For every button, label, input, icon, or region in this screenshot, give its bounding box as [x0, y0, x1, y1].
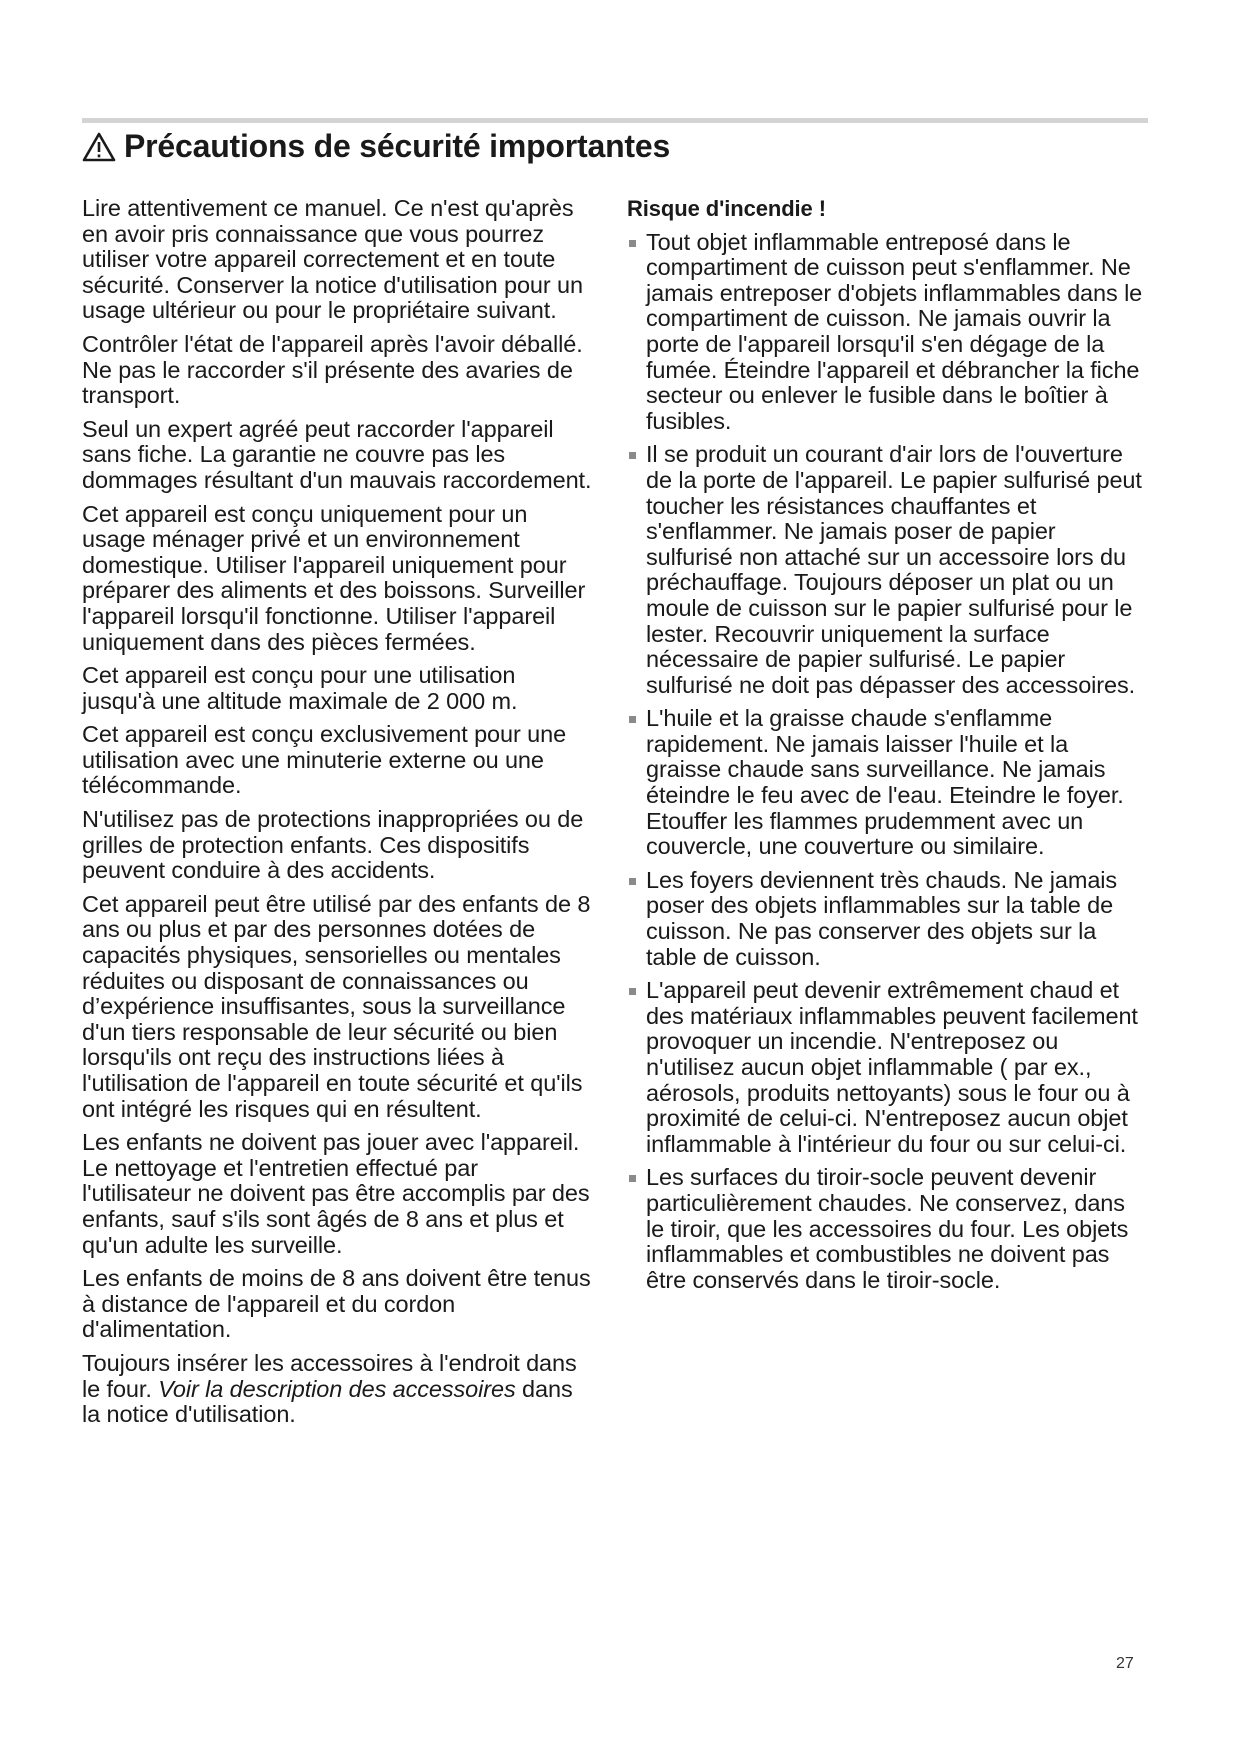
paragraph-children-use: Cet appareil peut être utilisé par des enfants de 8 ans ou plus et par des personnes dotées de capacités physiques, sensorielles ou mentales réduites ou disposant de connaissances ou d’expérience insuffisantes, sous la surveillance d'un tiers responsable de leur sécurité ou bien lorsqu'ils ont reçu des instructions liées à l'utilisation de l'appareil en toute sécurité et qu'ils ont intégré les risques qui en résultent.: [82, 890, 591, 1122]
paragraph-household-use: Cet appareil est conçu uniquement pour un usage ménager privé et un environnement domestique. Utiliser l'appareil uniquement pour préparer des aliments et des boissons. Surveiller l'appareil lorsqu'il fonctionne. Utiliser l'appareil uniquement dans des pièces fermées.: [82, 500, 586, 655]
paragraph-check-damage: Contrôler l'état de l'appareil après l'avoir déballé. Ne pas le raccorder s'il présente des avaries de transport.: [82, 330, 583, 409]
paragraph-children-play: Les enfants ne doivent pas jouer avec l'appareil. Le nettoyage et l'entretien effectué par l'utilisateur ne doivent pas être accomplis par des enfants, sauf s'ils sont âgés de 8 ans et plus et qu'un adulte les surveille.: [82, 1129, 590, 1258]
list-item: [627, 442, 1146, 698]
left-column: [82, 196, 602, 1436]
paragraph-external-timer: Cet appareil est conçu exclusivement pour une utilisation avec une minuterie externe ou une télécommande.: [82, 721, 567, 799]
page-title: [82, 128, 670, 165]
paragraph-expert-connection: Seul un expert agréé peut raccorder l'appareil sans fiche. La garantie ne couvre pas les dommages résultant d'un mauvais raccordement.: [82, 415, 592, 493]
paragraph-read-manual: Lire attentivement ce manuel. Ce n'est qu'après en avoir pris connaissance que vous pourrez utiliser votre appareil correctement et en toute sécurité. Conserver la notice d'utilisation pour un usage ultérieur ou pour le propriétaire suivant.: [82, 195, 583, 324]
page-number: 27: [1116, 1655, 1134, 1672]
list-item: [627, 868, 1146, 970]
accessories-text-end: dans la notice d'utilisation.: [82, 1375, 573, 1428]
list-item-text: L'huile et la graisse chaude s'enflamme rapidement. Ne jamais laisser l'huile et la graisse chaude sans surveillance. Ne jamais éteindre le feu avec de l'eau. Eteindre le foyer. Etouffer les flammes prudemment avec un couvercle, une couverture ou similaire.: [646, 705, 1124, 860]
header-rule: [82, 118, 1148, 123]
square-bullet-icon: [629, 452, 636, 459]
paragraph-accessories: [82, 1351, 592, 1428]
list-item-text: Il se produit un courant d'air lors de l'ouverture de la porte de l'appareil. Le papier sulfurisé peut toucher les résistances chauffantes et s'enflammer. Ne jamais poser de papier sulfurisé non attaché sur un accessoire lors du préchauffage. Toujours déposer un plat ou un moule de cuisson sur le papier sulfurisé pour le lester. Recouvrir uniquement la surface nécessaire de papier sulfurisé. Le papier sulfurisé ne doit pas dépasser des accessoires.: [646, 441, 1142, 698]
right-column: [627, 196, 1149, 1301]
list-item-text: Les foyers deviennent très chauds. Ne jamais poser des objets inflammables sur la table de cuisson. Ne pas conserver des objets sur la table de cuisson.: [646, 866, 1118, 970]
square-bullet-icon: [629, 1175, 636, 1182]
list-item: [627, 978, 1146, 1157]
warning-triangle-icon: [82, 132, 116, 162]
list-item-text: L'appareil peut devenir extrêmement chaud et des matériaux inflammables peuvent facilement provoquer un incendie. N'entreposez ou n'utilisez aucun objet inflammable ( par ex., aérosols, produits nettoyants) sous le four ou à proximité de celui-ci. N'entreposez aucun objet inflammable à l'intérieur du four ou sur celui-ci.: [646, 977, 1138, 1157]
list-item: [627, 1165, 1146, 1293]
list-item-text: Tout objet inflammable entreposé dans le compartiment de cuisson peut s'enflammer. Ne jamais entreposer d'objets inflammables dans le compartiment de cuisson. Ne jamais ouvrir la porte de l'appareil lorsqu'il s'en dégage de la fumée. Éteindre l'appareil et débrancher la fiche secteur ou enlever le fusible dans le boîtier à fusibles.: [646, 228, 1143, 434]
accessories-reference: Voir la description des accessoires: [158, 1375, 516, 1402]
square-bullet-icon: [629, 878, 636, 885]
list-item: [627, 230, 1146, 435]
page-title-text: Précautions de sécurité importantes: [124, 128, 671, 164]
square-bullet-icon: [629, 716, 636, 723]
square-bullet-icon: [629, 988, 636, 995]
paragraph-altitude: Cet appareil est conçu pour une utilisation jusqu'à une altitude maximale de 2 000 m.: [82, 662, 518, 714]
list-item-text: Les surfaces du tiroir-socle peuvent devenir particulièrement chaudes. Ne conservez, dans le tiroir, que les accessoires du four. Les objets inflammables et combustibles ne doivent pas être conservés dans le tiroir-socle.: [646, 1164, 1129, 1293]
fire-risk-heading: Risque d'incendie !: [627, 196, 826, 221]
square-bullet-icon: [629, 240, 636, 247]
paragraph-protections: N'utilisez pas de protections inappropriées ou de grilles de protection enfants. Ces dispositifs peuvent conduire à des accidents.: [82, 806, 584, 884]
fire-risk-list: [627, 230, 1149, 1294]
list-item: [627, 706, 1146, 860]
paragraph-children-distance: Les enfants de moins de 8 ans doivent être tenus à distance de l'appareil et du cordon d'alimentation.: [82, 1265, 591, 1343]
accessories-text-start: Toujours insérer les accessoires à l'endroit dans le four.: [82, 1349, 577, 1402]
